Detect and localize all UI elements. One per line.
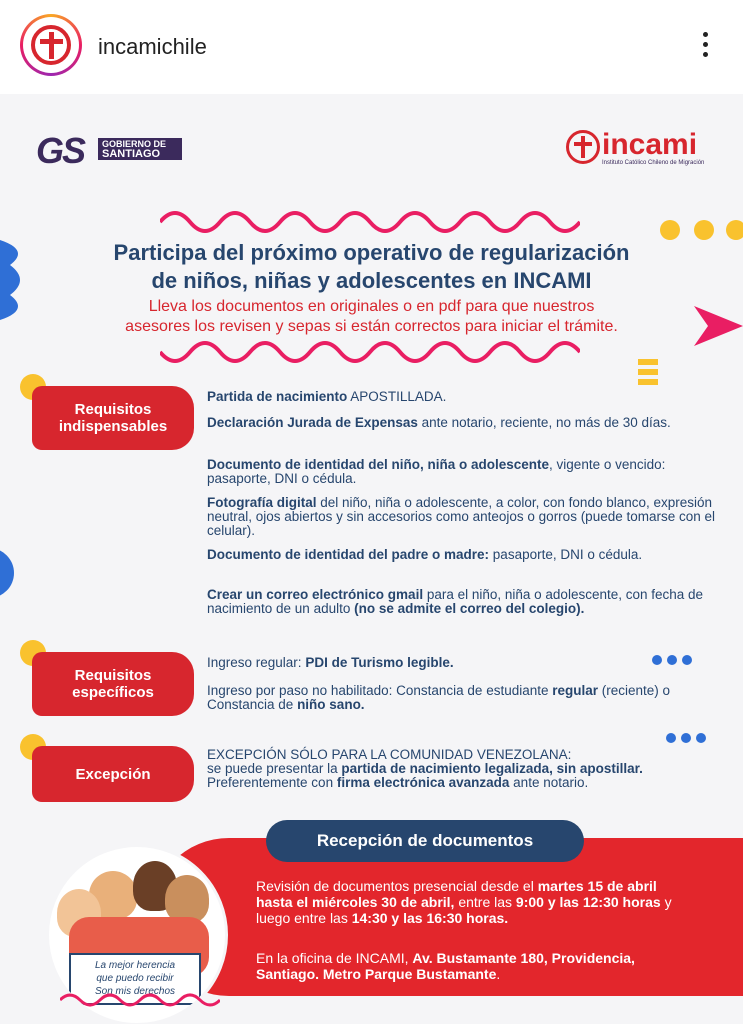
children-sign: La mejor herencia que puedo recibir Son mis derechos (69, 953, 201, 1005)
poster-subtitle-line1: Lleva los documentos en originales o en pdf para que nuestros (148, 298, 595, 315)
decorative-blue-dots-icon (666, 730, 711, 748)
recepcion-direccion: En la oficina de INCAMI, Av. Bustamante 180, Providencia, Santiago. Metro Parque Bustamante. (256, 950, 635, 982)
excepcion-comunidad-venezolana: EXCEPCIÓN SÓLO PARA LA COMUNIDAD VENEZOLANA: se puede presentar la partida de nacimiento legalizada, sin apostillar. Preferentemente con firma electrónica avanzada ante notario. (207, 747, 643, 790)
requisito-partida-nacimiento: Partida de nacimiento APOSTILLADA. (207, 389, 447, 404)
incami-cross-icon (31, 25, 71, 65)
decorative-pink-wave-bottom-icon (160, 340, 580, 370)
profile-username[interactable]: incamichile (98, 34, 207, 59)
decorative-yellow-dot-icon (660, 220, 680, 240)
label-requisitos-indispensables: Requisitos indispensables (32, 386, 194, 450)
requisito-fotografia-digital: Fotografía digital del niño, niña o adolescente, a color, con fondo blanco, expresión neutral, ojos abiertos y sin accesorios como anteojos o gorros (puede tomarse con el celular). (207, 495, 716, 538)
incami-cross-icon (566, 130, 600, 164)
decorative-pink-wave-small-icon (60, 990, 220, 1010)
more-vertical-icon[interactable] (696, 32, 714, 62)
label-requisitos-especificos: Requisitos específicos (32, 652, 194, 716)
requisito-ingreso-no-habilitado: Ingreso por paso no habilitado: Constancia de estudiante regular (reciente) o Constancia de niño sano. (207, 683, 671, 712)
gs-logo-mark: GS (36, 130, 85, 171)
decorative-blue-half-circle-icon (0, 548, 14, 598)
requisito-documento-identidad-padre: Documento de identidad del padre o madre: pasaporte, DNI o cédula. (207, 547, 643, 562)
label-excepcion: Excepción (32, 746, 194, 802)
poster-title-line2: de niños, niñas y adolescentes en INCAMI (151, 268, 592, 293)
profile-avatar[interactable] (20, 14, 82, 76)
gs-logo-text: GOBIERNO DE SANTIAGO (98, 138, 182, 160)
recepcion-title: Recepción de documentos (266, 820, 584, 862)
post-image (0, 94, 743, 1024)
incami-logo (566, 130, 716, 170)
decorative-yellow-zigzag-icon (636, 358, 660, 388)
requisito-declaracion-jurada: Declaración Jurada de Expensas ante notario, reciente, no más de 30 días. (207, 415, 671, 430)
decorative-yellow-dot-icon (726, 220, 743, 240)
incami-logo-subtitle: Instituto Católico Chileno de Migración (602, 160, 705, 166)
decorative-pink-wave-top-icon (160, 204, 580, 234)
incami-logo-word: incami (602, 128, 698, 161)
post-header (0, 0, 743, 94)
poster-subtitle-line2: asesores los revisen y sepas si están correctos para iniciar el trámite. (125, 318, 618, 335)
requisito-ingreso-regular: Ingreso regular: PDI de Turismo legible. (207, 655, 454, 670)
recepcion-horarios: Revisión de documentos presencial desde el martes 15 de abril hasta el miércoles 30 de abril, entre las 9:00 y las 12:30 horas y luego entre las 14:30 y las 16:30 horas. (256, 878, 672, 926)
requisito-correo-gmail: Crear un correo electrónico gmail para el niño, niña o adolescente, con fecha de nacimiento de un adulto (no se admite el correo del colegio). (207, 587, 704, 616)
requisito-documento-identidad-nino: Documento de identidad del niño, niña o adolescente, vigente o vencido: pasaporte, DNI o cédula. (207, 457, 666, 486)
decorative-yellow-dot-icon (694, 220, 714, 240)
poster-title-line1: Participa del próximo operativo de regularización (113, 240, 630, 265)
